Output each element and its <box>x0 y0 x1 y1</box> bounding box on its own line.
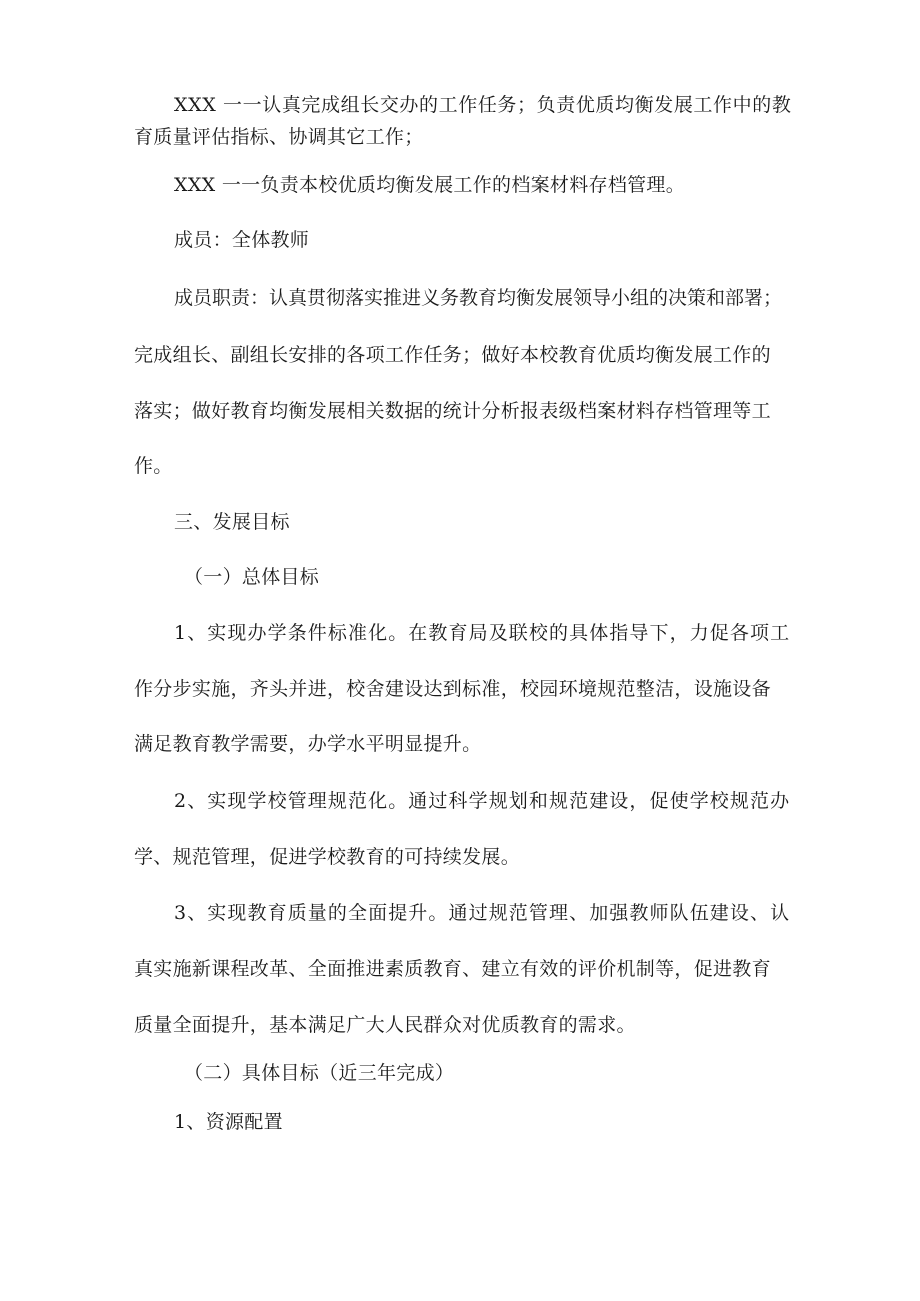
duty-line-1b: 育质量评估指标、协调其它工作； <box>134 126 424 148</box>
member-duties-line-4: 作。 <box>134 455 173 477</box>
goal-3-line-1: 3、实现教育质量的全面提升。通过规范管理、加强教师队伍建设、认 <box>174 902 791 924</box>
subsection-heading-specific: （二）具体目标（近三年完成） <box>184 1062 455 1084</box>
goal-1-line-1: 1、实现办学条件标准化。在教育局及联校的具体指导下，力促各项工 <box>174 622 791 644</box>
member-duties-line-2: 完成组长、副组长安排的各项工作任务；做好本校教育优质均衡发展工作的 <box>134 344 771 366</box>
goal-3-line-3: 质量全面提升，基本满足广大人民群众对优质教育的需求。 <box>134 1014 636 1036</box>
member-duties-line-3: 落实；做好教育均衡发展相关数据的统计分析报表级档案材料存档管理等工 <box>134 400 771 422</box>
goal-1-line-3: 满足教育教学需要，办学水平明显提升。 <box>134 733 482 755</box>
duty-line-2: XXX 一一负责本校优质均衡发展工作的档案材料存档管理。 <box>174 174 686 196</box>
goal-3-line-2: 真实施新课程改革、全面推进素质教育、建立有效的评价机制等，促进教育 <box>134 958 771 980</box>
subsection-heading-overall: （一）总体目标 <box>184 566 320 588</box>
goal-2-line-2: 学、规范管理，促进学校教育的可持续发展。 <box>134 846 521 868</box>
goal-2-line-1: 2、实现学校管理规范化。通过科学规划和规范建设，促使学校规范办 <box>174 790 791 812</box>
member-duties-line-1: 成员职责：认真贯彻落实推进义务教育均衡发展领导小组的决策和部署； <box>174 287 783 309</box>
section-heading-goals: 三、发展目标 <box>174 511 290 533</box>
members-line: 成员：全体教师 <box>174 229 310 251</box>
goal-1-line-2: 作分步实施，齐头并进，校舍建设达到标准，校园环境规范整洁，设施设备 <box>134 678 771 700</box>
resource-allocation-heading: 1、资源配置 <box>174 1111 283 1133</box>
duty-line-1a: XXX 一一认真完成组长交办的工作任务；负责优质均衡发展工作中的教 <box>174 94 792 116</box>
